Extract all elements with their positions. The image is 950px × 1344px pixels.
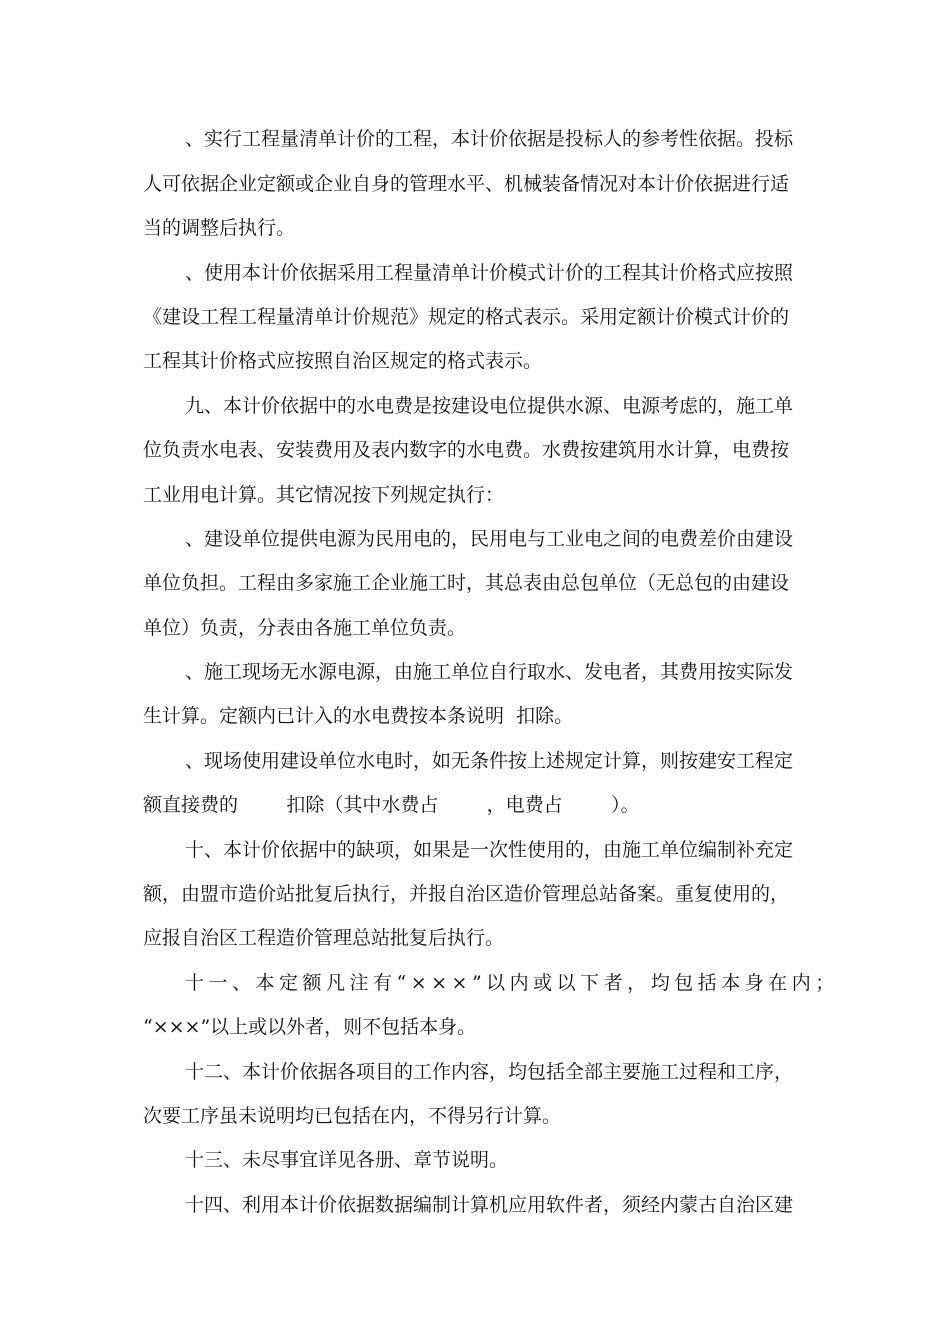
text-line: 工程其计价格式应按照自治区规定的格式表示。 [143,350,543,372]
text-line: 当的调整后执行。 [143,217,296,239]
text-line: 额直接费的 扣除（其中水费占 ，电费占 ）。 [143,794,640,816]
text-line: 九、本计价依据中的水电费是按建设电位提供水源、电源考虑的，施工单 [185,395,794,417]
text-line: 单位负担。工程由多家施工企业施工时，其总表由总包单位（无总包的由建设 [143,572,790,594]
text-line: 工业用电计算。其它情况按下列规定执行： [143,484,505,506]
text-line: 位负责水电表、安装费用及表内数字的水电费。水费按建筑用水计算，电费按 [143,439,790,461]
text-line: 十、本计价依据中的缺项，如果是一次性使用的，由施工单位编制补充定 [185,839,794,861]
text-line: 单位）负责，分表由各施工单位负责。 [143,617,467,639]
text-line: 人可依据企业定额或企业自身的管理水平、机械装备情况对本计价依据进行适 [143,173,790,195]
text-line: “×××”以上或以外者，则不包括本身。 [143,1016,477,1038]
text-line: 应报自治区工程造价管理总站批复后执行。 [143,927,505,949]
text-line: 十二、本计价依据各项目的工作内容，均包括全部主要施工过程和工序， [185,1061,794,1083]
text-line: 、建设单位提供电源为民用电的，民用电与工业电之间的电费差价由建设 [185,528,794,550]
text-line: 、实行工程量清单计价的工程，本计价依据是投标人的参考性依据。投标 [185,128,794,150]
text-line: 额，由盟市造价站批复后执行，并报自治区造价管理总站备案。重复使用的， [143,883,790,905]
text-line: 十一、本定额凡注有“×××”以内或以下者，均包括本身在内； [185,972,839,994]
text-line: 十四、利用本计价依据数据编制计算机应用软件者，须经内蒙古自治区建 [185,1194,794,1216]
text-line: 、现场使用建设单位水电时，如无条件按上述规定计算，则按建安工程定 [185,750,794,772]
text-line: 十三、未尽事宜详见各册、章节说明。 [185,1149,509,1171]
text-line: 、施工现场无水源电源，由施工单位自行取水、发电者，其费用按实际发 [185,661,794,683]
text-line: 、使用本计价依据采用工程量清单计价模式计价的工程其计价格式应按照 [185,262,794,284]
text-line: 次要工序虽未说明均已包括在内，不得另行计算。 [143,1105,562,1127]
text-line: 《建设工程工程量清单计价规范》规定的格式表示。采用定额计价模式计价的 [143,306,790,328]
text-line: 生计算。定额内已计入的水电费按本条说明 扣除。 [143,705,574,727]
